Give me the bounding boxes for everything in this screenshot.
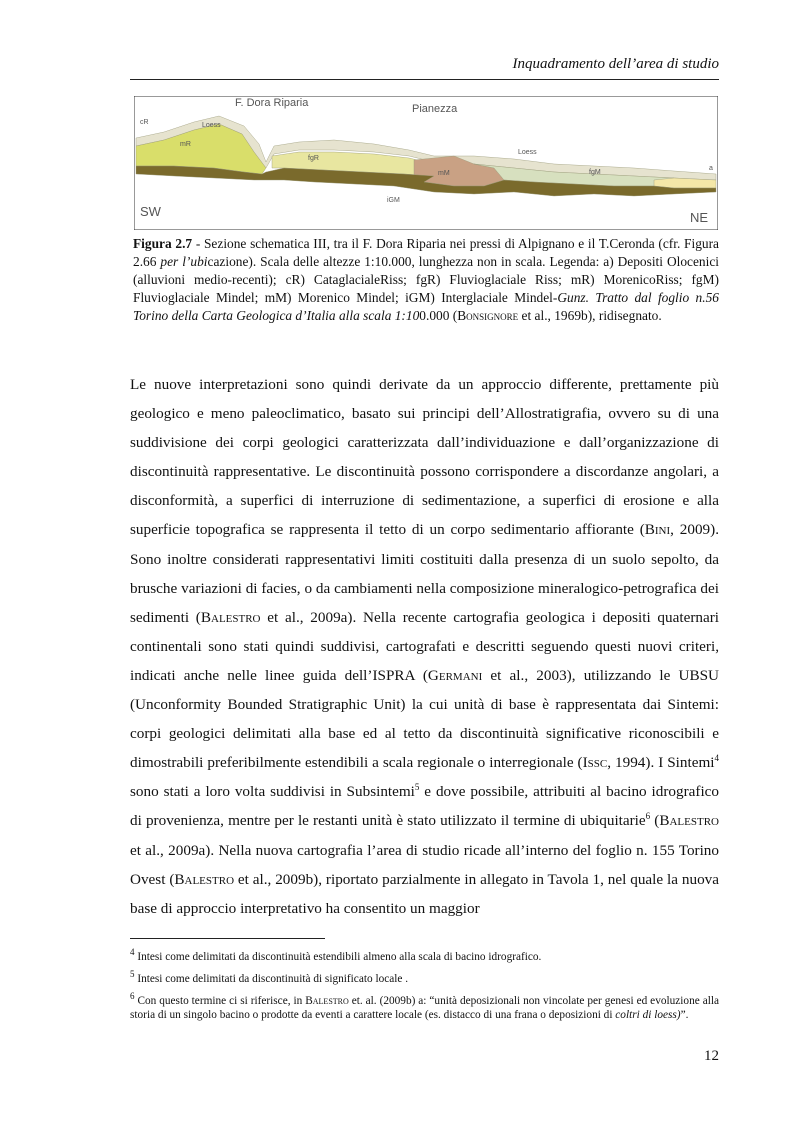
label-fgM: fgM bbox=[589, 169, 601, 176]
body-text-9: et al., 2009a). Nella nuova cartografia l’area di studio ricade all’interno del foglio n. 155 Torino Ovest ( bbox=[130, 841, 719, 888]
footnote-text: et. al. (2009b) a: “unità deposizionali non vincolate per genesi ed evoluzione alla storia di un singolo bacino o prodotte da eventi a carattere locale (es. distacco di una frana o deposizioni di bbox=[130, 995, 719, 1021]
caption-text-1: - Sezione schematica III, tra il F. Dora Riparia nei pressi di Alpignano e il T.Ceronda (cfr. Figura 2.66 bbox=[133, 236, 719, 269]
a-layer bbox=[654, 178, 716, 188]
label-ne: NE bbox=[690, 210, 709, 225]
footnote-4 bbox=[130, 947, 719, 964]
footnote-text: Intesi come delimitati da discontinuità estendibili almeno alla scala di bacino idrografico. bbox=[134, 951, 542, 963]
body-text-8: ( bbox=[650, 812, 660, 830]
paragraph bbox=[130, 370, 719, 923]
caption-text-3: 0.000 ( bbox=[419, 308, 458, 323]
footnote-text: ”. bbox=[680, 1009, 689, 1021]
body-text-2: , 2009). Sono inoltre considerati rappresentativi limiti costituiti dalla presenza di un suolo sepolto, da brusche variazioni di facies, o da cambiamenti nella composizione mineralogico-petrografica dei sedimenti ( bbox=[130, 521, 720, 626]
footnote-text: Intesi come delimitati da discontinuità di significato locale . bbox=[134, 973, 409, 985]
caption-label: Figura 2.7 bbox=[133, 236, 193, 251]
footnote-number: 6 bbox=[130, 991, 135, 1002]
label-loess-left: Loess bbox=[202, 122, 221, 129]
geologic-section-figure bbox=[134, 96, 718, 230]
citation-author: Bini bbox=[644, 521, 671, 539]
label-loess-right: Loess bbox=[518, 149, 537, 156]
citation-author: Germani bbox=[427, 666, 483, 684]
body-text-4: et al., 2003), utilizzando le UBSU (Unconformity Bounded Stratigraphic Unit) la cui unità di base è rappresentata dai Sintemi: corpi geologici delimitati alla base ed al tetto da discontinuità significative riconoscibili e dimostrabili preferibilmente estendibili a scala regionale o interregionale ( bbox=[130, 666, 719, 772]
body-text-6: sono stati a loro volta suddivisi in Subsintemi bbox=[130, 783, 415, 801]
caption-text-2: cazione). Scala delle altezze 1:10.000, lunghezza non in scala. Legenda: a) Depositi Olocenici (alluvioni medio-recenti); cR) CataglacialeRiss; fgR) Fluvioglaciale Riss; mR) MorenicoRiss; fgM) Fluvioglaciale Mindel; mM) Morenico Mindel; iGM) Interglaciale Mindel- bbox=[133, 254, 720, 305]
body-text-3: et al., 2009a). Nella recente cartografia geologica i depositi quaternari continentali sono stati quindi suddivisi, cartografati e descritti seguendo questi nuovi criteri, indicati anche nelle linee guida dell’ISPRA ( bbox=[130, 608, 719, 684]
label-mM: mM bbox=[438, 170, 450, 177]
body-paragraph bbox=[130, 370, 719, 923]
caption-text-4: et al., 1969b), ridisegnato. bbox=[518, 308, 662, 323]
caption-author: Bonsignore bbox=[457, 308, 519, 323]
label-mR: mR bbox=[180, 141, 191, 148]
footnote-ref-5[interactable]: 5 bbox=[414, 782, 420, 793]
citation-author: Balestro bbox=[659, 812, 719, 830]
running-header: Inquadramento dell’area di studio bbox=[512, 56, 719, 72]
footnote-number: 5 bbox=[130, 969, 135, 980]
body-text-5: , 1994). I Sintemi bbox=[607, 754, 715, 772]
footnote-text: Con questo termine ci si riferisce, in bbox=[134, 995, 306, 1007]
footnote-number: 4 bbox=[130, 947, 135, 958]
footnote-ref-4[interactable]: 4 bbox=[714, 753, 719, 764]
caption-italic-2: Gunz. Tratto dal foglio n.56 Torino della Carta Geologica d’Italia alla scala 1:10 bbox=[133, 290, 719, 323]
footnote-ref-6[interactable]: 6 bbox=[645, 811, 651, 822]
label-fgR: fgR bbox=[308, 155, 319, 162]
footnote-italic: coltri di loess) bbox=[615, 1009, 681, 1021]
citation-author: Balestro bbox=[174, 870, 235, 888]
body-text-10: et al., 2009b), riportato parzialmente in allegato in Tavola 1, nel quale la nuova base di approccio interpretativo ha consentito un maggior bbox=[130, 870, 719, 917]
footnote-5 bbox=[130, 969, 719, 986]
label-cR: cR bbox=[140, 119, 149, 126]
citation-author: Balestro bbox=[200, 608, 261, 626]
footnote-6 bbox=[130, 991, 719, 1022]
label-pianezza: Pianezza bbox=[412, 103, 458, 115]
caption-italic-1: per l’ubi bbox=[160, 254, 208, 269]
label-sw: SW bbox=[140, 204, 161, 219]
footnotes bbox=[130, 947, 719, 1030]
body-text-7: e dove possibile, attribuiti al bacino idrografico di provenienza, mentre per le restanti unità è stato utilizzato il termine di ubiquitarie bbox=[130, 783, 719, 830]
citation-author: Issc bbox=[582, 754, 608, 772]
page-number: 12 bbox=[704, 1048, 719, 1064]
figure-caption bbox=[133, 235, 719, 325]
label-a: a bbox=[709, 165, 713, 172]
citation-author: Balestro bbox=[305, 995, 349, 1007]
header-rule bbox=[130, 79, 719, 80]
label-dora: F. Dora Riparia bbox=[235, 97, 309, 109]
body-text-1: Le nuove interpretazioni sono quindi derivate da un approccio differente, prettamente più geologico e meno paleoclimatico, basato sui principi dell’Allostratigrafia, ovvero su di una suddivisione dei corpi geologici caratterizzata dall’individuazione e dall’organizzazione di discontinuità rappresentative. Le discontinuità possono corrispondere a discordanze angolari, a disconformità, a superfici di interruzione di sedimentazione, a superfici di erosione e alla superficie topografica se rappresenta il tetto di un corpo sedimentario affiorante ( bbox=[130, 376, 719, 539]
footnote-rule bbox=[130, 938, 325, 939]
geologic-section-svg bbox=[134, 96, 718, 230]
label-iGM: iGM bbox=[387, 197, 400, 204]
